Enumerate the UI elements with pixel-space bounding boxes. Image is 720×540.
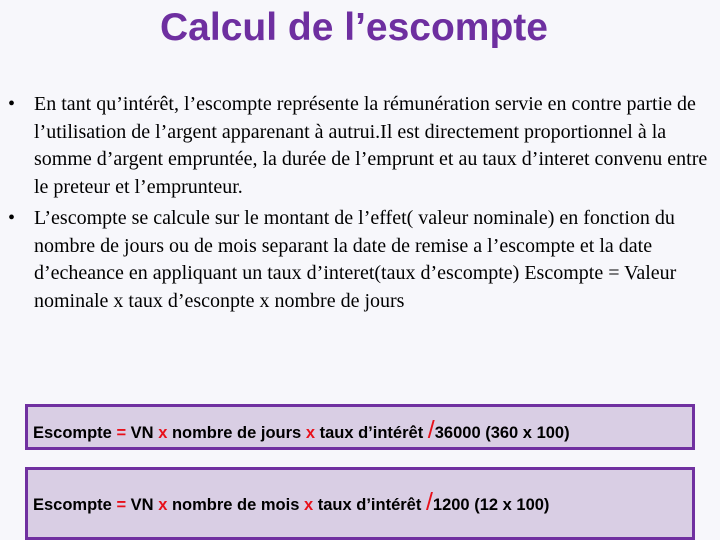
bullet-marker: • bbox=[8, 93, 16, 115]
formula-months: nombre de mois bbox=[167, 496, 304, 514]
formula-vn: VN bbox=[126, 424, 159, 442]
bullet-text: En tant qu’intérêt, l’escompte représente la rémunération servie en contre partie de l’utilisation de l’argent apparenant à autrui.Il est directement proportionnel à la somme d’argent empruntée, la durée de l’emprunt et au taux d’interet convenu entre le preteur et l’emprunteur. bbox=[34, 93, 708, 198]
formula-box-days bbox=[25, 404, 695, 450]
formula-box-months bbox=[25, 467, 695, 540]
formula-rate: taux d’intérêt bbox=[313, 496, 426, 514]
times-sign: x bbox=[303, 496, 314, 514]
bullet-list bbox=[8, 91, 714, 319]
division-slash: / bbox=[425, 488, 433, 516]
times-sign: x bbox=[158, 424, 168, 442]
formula-term: Escompte bbox=[33, 424, 117, 442]
formula-days: nombre de jours bbox=[167, 424, 306, 442]
division-slash: / bbox=[427, 416, 435, 444]
bullet-item bbox=[8, 91, 714, 201]
times-sign: x bbox=[158, 496, 168, 514]
bullet-text: L’escompte se calcule sur le montant de l’effet( valeur nominale) en fonction du nombre de jours ou de mois separant la date de remise a l’escompte et la date d’echeance en appliquant un taux d’interet(taux d’escompte) Escompte = Valeur nominale x taux d’esconpte x nombre de jours bbox=[34, 207, 677, 312]
equals-sign: = bbox=[116, 496, 127, 514]
formula-divisor: 36000 (360 x 100) bbox=[434, 424, 570, 442]
bullet-marker: • bbox=[8, 207, 16, 229]
bullet-item bbox=[8, 205, 714, 315]
equals-sign: = bbox=[116, 424, 127, 442]
formula-rate: taux d’intérêt bbox=[315, 424, 428, 442]
times-sign: x bbox=[305, 424, 315, 442]
slide-title: Calcul de l’escompte bbox=[160, 6, 548, 49]
formula-term: Escompte bbox=[33, 496, 117, 514]
formula-divisor: 1200 (12 x 100) bbox=[432, 496, 550, 514]
formula-vn: VN bbox=[126, 496, 159, 514]
